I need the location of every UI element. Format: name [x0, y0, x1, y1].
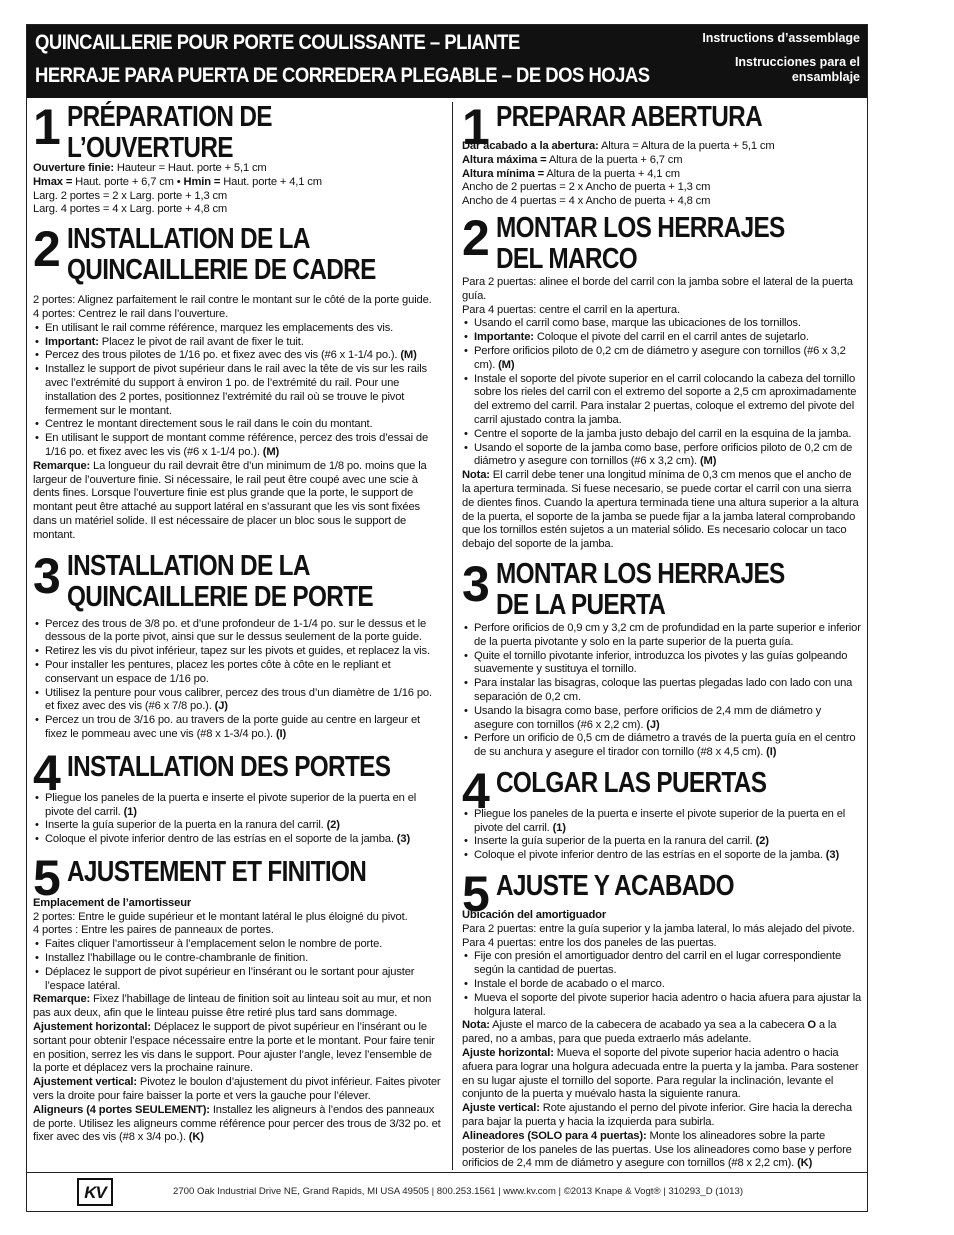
text: Inserte la guía superior de la puerta en la ranura del carril. — [45, 819, 327, 832]
text-line: Ancho de 2 puertas = 2 x Ancho de puerta + 1,3 cm — [462, 181, 711, 194]
text: Coloque el pivote del carril en el carril antes de sujetarlo. — [533, 331, 809, 344]
title-line: DE LA PUERTA — [496, 588, 666, 621]
text: Perfore orificios piloto de 0,2 cm de diámetro y asegure con tornillos (#6 x 3,2 cm). — [474, 344, 846, 371]
section-body — [462, 140, 862, 209]
title-line: QUINCAILLERIE DE PORTE — [67, 580, 373, 613]
bullet-list — [33, 792, 441, 847]
paragraph — [33, 1104, 441, 1145]
list-item: • Installez le support de pivot supérieur dans le rail avec la tête de vis sur les rails avec l’extrémité du support à environ 1 po. de l’extrémité du rail. Pour une installation des 2 portes, positionnez l’extrémité du rail où se trouve le pivot fermement sur le montant. — [33, 363, 441, 418]
list-item — [462, 732, 862, 760]
list-item: • Quite el tornillo pivotante inferior, introduzca los pivotes y las guías golpeando suavemente y sustituya el tornillo. — [462, 650, 862, 678]
bullet-list — [462, 950, 862, 1019]
section-title — [496, 213, 803, 275]
footer-divider — [27, 1172, 867, 1173]
section-body — [33, 618, 441, 742]
note — [462, 1019, 862, 1047]
es-section-2 — [462, 209, 862, 552]
section-body — [462, 808, 862, 863]
text: Pliegue los paneles de la puerta e inserte el pivote superior de la puerta en el pivote del carril. — [45, 791, 417, 818]
title-line: AJUSTE Y ACABADO — [496, 870, 734, 903]
instruction-sheet — [26, 24, 868, 1212]
note — [33, 993, 441, 1021]
title-spanish: HERRAJE PARA PUERTA DE CORREDERA PLEGABLE – DE DOS HOJAS — [35, 63, 650, 87]
paragraph — [462, 1047, 862, 1102]
fr-section-5 — [33, 849, 441, 1145]
text: Coloque el pivote inferior dentro de las estrías en el soporte de la jamba. — [45, 833, 397, 846]
title-line: COLGAR LAS PUERTAS — [496, 766, 767, 799]
label-spanish: Instrucciones para el ensamblaje — [734, 55, 860, 84]
title-line: INSTALLATION DE LA — [67, 549, 310, 582]
section-body — [462, 909, 862, 1171]
bold-label: Nota: — [462, 1019, 490, 1032]
section-title — [496, 766, 803, 799]
label-french: Instructions d’assemblage — [702, 31, 860, 45]
section-title — [496, 869, 803, 902]
list-item — [33, 687, 441, 715]
bold-label: Ajuste vertical: — [462, 1102, 540, 1115]
list-item — [33, 819, 441, 833]
section-title — [67, 853, 381, 888]
es-section-5 — [462, 866, 862, 1171]
list-item — [33, 792, 441, 820]
text: Pliegue los paneles de la puerta e inserte el pivote superior de la puerta en el pivote del carril. — [474, 807, 846, 834]
paragraph: 2 portes: Alignez parfaitement le rail contre le montant sur le côté de la porte guide. — [33, 294, 432, 307]
text: Altura de la puerta + 6,7 cm — [546, 153, 683, 166]
title-line: INSTALLATION DES PORTES — [67, 750, 391, 783]
list-item: • En utilisant le rail comme référence, marquez les emplacements des vis. — [33, 322, 441, 336]
text: Installez les aligneurs à l’endos des panneaux de porte. Utilisez les aligneurs comme référence pour percer des trous de 3/32 po. et fixer avec des vis (#8 x 3/4 po.). — [33, 1103, 441, 1144]
bullet-list — [33, 322, 441, 460]
section-number: 3 — [462, 555, 488, 612]
es-section-3 — [462, 555, 862, 760]
bullet-list — [33, 618, 441, 742]
fr-section-2 — [33, 221, 441, 542]
text: Perfore un orificio de 0,5 cm de diámetro a través de la puerta guía en el centro de su anchura y asegure el tirador con tornillo (#8 x 4,5 cm). — [474, 732, 856, 759]
bold-label: Ouverture finie: — [33, 162, 114, 174]
section-body — [462, 622, 862, 760]
figure-ref: (M) — [262, 445, 280, 458]
list-item: • Pour installer les pentures, placez les portes côte à côte en le repliant et conservant un espace de 1/16 po. — [33, 659, 441, 687]
note — [462, 469, 862, 552]
title-line: MONTAR LOS HERRAJES — [496, 557, 785, 590]
list-item: • Instale el soporte del pivote superior en el carril colocando la cabeza del tornillo sobre los rieles del carril con el extremo del soporte a 2,5 cm aproximadamente del extremo del carril. Para instalar 2 puertas, coloque el extremo del pivote del carril ajustado contra la jamba. — [462, 373, 862, 428]
paragraph: 4 portes: Centrez le rail dans l’ouverture. — [33, 307, 229, 320]
footer-contact: 2700 Oak Industrial Drive NE, Grand Rapids, MI USA 49505 | 800.253.1561 | www.kv.com | ©2013 Knape & Vogt® | 310293_D (1013) — [173, 1186, 744, 1197]
bold-label: Ajuste horizontal: — [462, 1047, 554, 1060]
text: Usando el soporte de la jamba como base, perfore orificios piloto de 0,2 cm de diámetro y asegure con tornillos (#6 x 3,2 cm). — [474, 441, 853, 468]
list-item: • Centre el soporte de la jamba justo debajo del carril en la esquina de la jamba. — [462, 428, 862, 442]
figure-ref: (I) — [766, 746, 777, 759]
list-item: • Installez l’habillage ou le contre-chambranle de finition. — [33, 952, 441, 966]
section-heading — [33, 547, 441, 613]
title-french: QUINCAILLERIE POUR PORTE COULISSANTE – PLIANTE — [35, 30, 520, 54]
section-number: 4 — [462, 762, 488, 819]
list-item — [33, 349, 441, 363]
list-item — [462, 808, 862, 836]
bold-word: O — [807, 1019, 816, 1032]
list-item: • Centrez le montant directement sous le rail dans le coin du montant. — [33, 418, 441, 432]
text-line: Ancho de 4 puertas = 4 x Ancho de puerta + 4,8 cm — [462, 195, 711, 208]
text: Utilisez la penture pour vous calibrer, percez des trous d’un diamètre de 1/16 po. et fixez avec des vis (#6 x 7/8 po.). — [45, 686, 432, 713]
figure-ref: (M) — [400, 349, 417, 362]
section-number: 1 — [33, 101, 59, 155]
section-body — [33, 294, 441, 542]
list-item — [462, 705, 862, 733]
title-line: L’OUVERTURE — [67, 132, 233, 164]
text: Hauteur = Haut. porte + 5,1 cm — [113, 162, 267, 174]
text: Coloque el pivote inferior dentro de las estrías en el soporte de la jamba. — [474, 849, 826, 862]
paragraph — [33, 1076, 441, 1104]
figure-ref: (1) — [552, 821, 566, 834]
paragraph: Para 2 puertas: entre la guía superior y la jamba lateral, lo más alejado del pivote. — [462, 922, 855, 935]
bullet-list — [462, 317, 862, 469]
section-body — [33, 792, 441, 847]
text: Percez un trou de 3/16 po. au travers de la porte guide au centre en largeur et fixez le pommeau avec une vis (#8 x 1-3/4 po.). — [45, 714, 420, 740]
text: El carril debe tener una longitud mínima de 0,3 cm menos que el ancho de la apertura terminada. Si fuese necesario, se puede cortar el carril con una sierra de dientes finos. Cuando la apertura terminada tiene una altura superior a la altura de la puerta, el soporte de la jamba se puede fijar a la jamba lateral comprobando que los tornillos estén sujetos a un material sólido. Es necesario colocar un taco debajo del soporte de la jamba. — [462, 469, 859, 551]
subheading: Ubicación del amortiguador — [462, 909, 607, 922]
figure-ref: (K) — [188, 1131, 204, 1144]
paragraph — [462, 1130, 862, 1171]
title-line: DEL MARCO — [496, 242, 638, 275]
text: a la pared, no a ambas, para que pueda extraerlo más adelante. — [462, 1019, 837, 1046]
text: Altura = Altura de la puerta + 5,1 cm — [598, 140, 775, 152]
list-item: • Fije con presión el amortiguador dentro del carril en el lugar correspondiente según la cantidad de puertas. — [462, 950, 862, 978]
list-item — [462, 345, 862, 373]
figure-ref: (3) — [396, 833, 411, 846]
bullet-list — [462, 622, 862, 760]
text-line — [33, 176, 441, 190]
section-number: 3 — [33, 547, 59, 604]
text: Usando la bisagra como base, perfore orificios de 2,4 mm de diámetro y asegure con tornillos (#6 x 2,2 cm). — [474, 704, 822, 731]
list-item — [462, 331, 862, 345]
column-divider — [452, 102, 453, 1170]
french-column — [33, 101, 441, 1171]
spanish-column — [462, 101, 862, 1171]
text-line: Larg. 4 portes = 4 x Larg. porte + 4,8 cm — [33, 203, 228, 216]
list-item — [33, 714, 441, 742]
title-line: MONTAR LOS HERRAJES — [496, 211, 785, 244]
figure-ref: (J) — [214, 700, 228, 713]
section-number: 2 — [462, 209, 488, 266]
section-heading — [33, 221, 441, 287]
section-title — [67, 551, 381, 613]
text: La longueur du rail devrait être d’un minimum de 1/8 po. moins que la largeur de l’ouverture finie. Si nécessaire, le rail peut être coupé avec une scie à dents fines. Lorsque l’ouverture finie est plus grande que la porte, le support de montant peut être attaché au support latéral en s’assurant que les vis sont fixées dans un matériel solide. Il est nécessaire de placer un bloc sous le support de montant. — [33, 459, 427, 541]
text-line — [462, 154, 862, 168]
section-number: 5 — [33, 849, 59, 906]
figure-ref: (2) — [326, 819, 340, 832]
paragraph: 2 portes: Entre le guide supérieur et le montant latéral le plus éloigné du pivot. — [33, 910, 408, 923]
section-heading — [33, 102, 441, 164]
list-item — [33, 432, 441, 460]
bullet-list — [462, 808, 862, 863]
text-line: Larg. 2 portes = 2 x Larg. porte + 1,3 cm — [33, 189, 228, 202]
figure-ref: (1) — [123, 805, 137, 818]
paragraph: Para 4 puertas: entre los dos paneles de las puertas. — [462, 936, 717, 949]
section-body — [462, 276, 862, 552]
logo-text: KV — [84, 1183, 106, 1202]
bold-label: Altura mínima = — [462, 167, 544, 180]
section-number: 1 — [462, 101, 488, 155]
section-heading — [462, 209, 862, 275]
text-line — [33, 162, 441, 176]
text: Fixez l’habillage de linteau de finition soit au linteau soit au mur, et non pas aux deux, afin que le linteau puisse être retiré plus tard sans dommage. — [33, 993, 432, 1020]
section-number: 2 — [33, 221, 59, 278]
paragraph — [33, 1021, 441, 1076]
paragraph: 4 portes : Entre les paires de panneaux de portes. — [33, 924, 274, 937]
list-item: • Mueva el soporte del pivote superior hacia adentro o hacia afuera para ajustar la holgura lateral. — [462, 992, 862, 1020]
title-line: INSTALLATION DE LA — [67, 223, 310, 256]
text: Haut. porte + 4,1 cm — [220, 175, 322, 188]
bold-label: Nota: — [462, 469, 490, 482]
bold-label: Remarque: — [33, 459, 91, 472]
list-item — [462, 835, 862, 849]
es-section-1 — [462, 102, 862, 209]
fr-section-1 — [33, 102, 441, 217]
bold-label: Ajustement horizontal: — [33, 1021, 151, 1034]
bold-label: Remarque: — [33, 993, 91, 1006]
text: Altura de la puerta + 4,1 cm — [544, 167, 680, 180]
section-title — [67, 224, 381, 286]
section-title — [496, 102, 803, 133]
title-line: PRÉPARATION DE — [67, 101, 272, 133]
list-item: • Retirez les vis du pivot inférieur, tapez sur les pivots et guides, et replacez la vis. — [33, 645, 441, 659]
bold-label: Hmax = — [33, 175, 73, 188]
figure-ref: (M) — [498, 358, 515, 371]
text: En utilisant le support de montant comme référence, percez des trois d’essai de 1/16 po. et fixez avec les vis (#6 x 1-1/4 po.). — [45, 432, 429, 458]
bold-label: Alineadores (SOLO para 4 puertas): — [462, 1129, 647, 1142]
text: Ajuste el marco de la cabecera de acabado ya sea a la cabecera — [489, 1019, 808, 1032]
title-line: PREPARAR ABERTURA — [496, 101, 763, 133]
figure-ref: (2) — [755, 835, 769, 848]
list-item: • Déplacez le support de pivot supérieur en l’insérant ou le sortant pour ajuster l’espace latéral. — [33, 966, 441, 994]
bold-label: Aligneurs (4 portes SEULEMENT): — [33, 1103, 210, 1116]
bullet-list — [33, 938, 441, 993]
header-banner — [27, 25, 867, 98]
paragraph: Para 4 puertas: centre el carril en la apertura. — [462, 303, 680, 316]
bold-label: Dar acabado a la abertura: — [462, 140, 599, 152]
list-item: • Usando el carril como base, marque las ubicaciones de los tornillos. — [462, 317, 862, 331]
text: Pivotez le boulon d’ajustement du pivot inférieur. Faites pivoter vers la droite pour faire baisser la porte et vers la gauche pour l’élever. — [33, 1076, 441, 1103]
list-item: • Instale el borde de acabado o el marco. — [462, 978, 862, 992]
section-body — [33, 897, 441, 1145]
bold-label: Altura máxima = — [462, 153, 547, 166]
text: Inserte la guía superior de la puerta en la ranura del carril. — [474, 835, 756, 848]
note — [33, 460, 441, 543]
section-heading — [462, 555, 862, 621]
section-title — [496, 559, 803, 621]
fr-section-4 — [33, 744, 441, 847]
figure-ref: (K) — [797, 1157, 813, 1170]
text: Monte los alineadores sobre la parte posterior de los paneles de las puertas. Use los alineadores como base y perfore orificios de 2,4 mm de diámetro y asegure con tornillos (#8 x 2,2 cm). — [462, 1129, 852, 1170]
paragraph: Para 2 puertas: alinee el borde del carril con la jamba sobre el lateral de la puerta guía. — [462, 275, 853, 302]
section-number: 5 — [462, 866, 488, 923]
text: Haut. porte + 6,7 cm • — [72, 175, 184, 188]
bold-label: Ajustement vertical: — [33, 1076, 137, 1089]
section-title — [67, 102, 381, 164]
paragraph — [462, 1102, 862, 1130]
bold-label: Importante: — [474, 331, 534, 344]
list-item: • Percez des trous de 3/8 po. et d’une profondeur de 1-1/4 po. sur le dessus et le dessous de la porte pivot, ainsi que sur le dessus seulement de la porte guide. — [33, 618, 441, 646]
bold-label: Hmin = — [183, 175, 221, 188]
list-item — [462, 442, 862, 470]
title-line: QUINCAILLERIE DE CADRE — [67, 254, 376, 287]
title-line: AJUSTEMENT ET FINITION — [67, 855, 367, 888]
section-heading — [462, 762, 862, 819]
list-item: • Para instalar las bisagras, coloque las puertas plegadas lado con lado con una separación de 0,2 cm. — [462, 677, 862, 705]
section-heading — [33, 744, 441, 801]
fr-section-3 — [33, 547, 441, 742]
text: Déplacez le support de pivot supérieur en l’insérant ou le sortant pour obtenir l’espace nécessaire entre la porte et le montant. Pour faire tenir en position, serrez les vis dans le support. Pour ajuster l’angle, levez l’ensemble de la porte et déplacez vers la prochaine rainure. — [33, 1021, 435, 1075]
figure-ref: (I) — [275, 727, 287, 740]
bold-label: Important: — [45, 335, 99, 348]
text: Rote ajustando el perno del pivote inferior. Gire hacia la derecha para bajar la puerta y hacia la izquierda para subirla. — [462, 1102, 852, 1129]
subheading: Emplacement de l’amortisseur — [33, 896, 192, 909]
figure-ref: (3) — [825, 849, 840, 862]
list-item — [33, 336, 441, 350]
list-item: • Faites cliquer l’amortisseur à l’emplacement selon le nombre de porte. — [33, 938, 441, 952]
text-line — [462, 168, 862, 182]
list-item — [462, 849, 862, 863]
text: Mueva el soporte del pivote superior hacia adentro o hacia afuera para lograr una holgura adecuada entre la puerta y la jamba. Para sostener en su lugar ajuste el tornillo del soporte. Para regular la inclinación, levante el conjunto de la puerta y muévalo hasta la siguiente ranura. — [462, 1047, 859, 1101]
list-item — [33, 833, 441, 847]
kv-logo — [77, 1178, 113, 1206]
text: Percez des trous pilotes de 1/16 po. et fixez avec des vis (#6 x 1-1/4 po.). — [45, 349, 401, 362]
es-section-4 — [462, 762, 862, 863]
section-number: 4 — [33, 744, 59, 801]
text-line — [462, 140, 862, 154]
section-title — [67, 748, 391, 783]
text: Placez le pivot de rail avant de fixer le tuit. — [98, 335, 304, 348]
section-body — [33, 162, 441, 217]
figure-ref: (J) — [646, 718, 660, 731]
figure-ref: (M) — [699, 455, 717, 468]
list-item: • Perfore orificios de 0,9 cm y 3,2 cm de profundidad en la parte superior e inferior de la puerta pivotante y solo en la parte superior de la puerta guía. — [462, 622, 862, 650]
